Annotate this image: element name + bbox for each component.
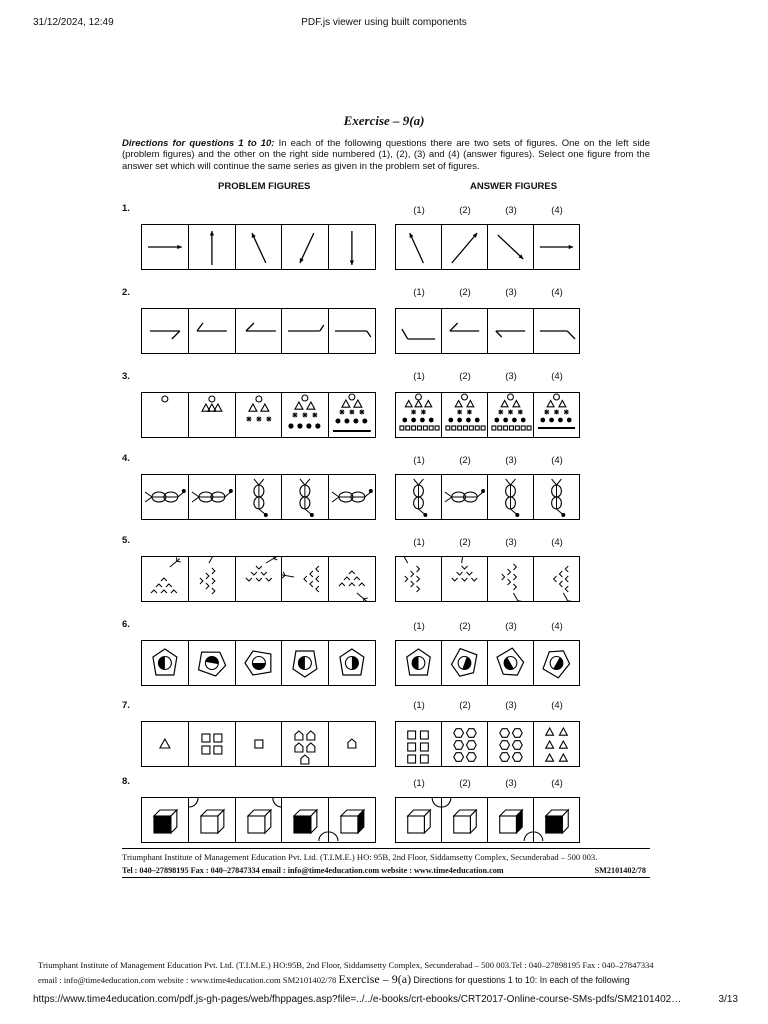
question-number-6: 6. xyxy=(122,619,130,630)
answer-figure-option-1[interactable] xyxy=(396,798,442,842)
option-label: (3) xyxy=(505,621,517,632)
answer-figure-option-1[interactable] xyxy=(396,475,442,519)
option-label: (3) xyxy=(505,455,517,466)
answer-figure-option-4[interactable] xyxy=(534,557,579,601)
page-indicator: 3/13 xyxy=(718,994,738,1005)
answer-figure-option-1[interactable] xyxy=(396,557,442,601)
problem-figures-row xyxy=(141,392,376,438)
answer-figures-row xyxy=(395,308,580,354)
text-layer-line-1: Triumphant Institute of Management Education Pvt. Ltd. (T.I.M.E.) HO:95B, 2nd Floor, Siddamsetty Complex, Secunderabad – 500 003.Tel : 040–27898195 Fax : 040–27847334 xyxy=(38,960,654,970)
answer-figure-option-2[interactable] xyxy=(442,722,488,766)
problem-figure xyxy=(236,393,283,437)
answer-figures-heading: ANSWER FIGURES xyxy=(470,181,558,192)
footer-rule xyxy=(122,848,650,849)
answer-figure-option-1[interactable] xyxy=(396,393,442,437)
option-label: (4) xyxy=(551,700,563,711)
answer-figure-option-4[interactable] xyxy=(534,475,579,519)
problem-figure xyxy=(236,798,283,842)
answer-figure-option-2[interactable] xyxy=(442,641,488,685)
print-header xyxy=(0,17,768,31)
problem-figure xyxy=(329,641,375,685)
directions-text xyxy=(122,138,650,172)
problem-figure xyxy=(189,225,236,269)
footer-rule-bottom xyxy=(122,877,650,878)
problem-figure xyxy=(236,557,283,601)
answer-figure-option-3[interactable] xyxy=(488,557,534,601)
answer-figures-row xyxy=(395,640,580,686)
problem-figure xyxy=(282,309,329,353)
option-label: (1) xyxy=(413,778,425,789)
problem-figure xyxy=(142,393,189,437)
problem-figure xyxy=(282,641,329,685)
question-number-8: 8. xyxy=(122,776,130,787)
problem-figure xyxy=(282,475,329,519)
answer-figure-option-4[interactable] xyxy=(534,225,579,269)
problem-figure xyxy=(236,722,283,766)
option-label: (3) xyxy=(505,287,517,298)
problem-figure xyxy=(142,475,189,519)
answer-figure-option-4[interactable] xyxy=(534,393,579,437)
problem-figure xyxy=(329,798,375,842)
option-label: (3) xyxy=(505,371,517,382)
answer-figure-option-2[interactable] xyxy=(442,475,488,519)
answer-figure-option-3[interactable] xyxy=(488,225,534,269)
problem-figures-row xyxy=(141,721,376,767)
answer-figure-option-1[interactable] xyxy=(396,309,442,353)
option-label: (3) xyxy=(505,700,517,711)
option-label: (1) xyxy=(413,455,425,466)
question-number-5: 5. xyxy=(122,535,130,546)
problem-figure xyxy=(329,225,375,269)
answer-figure-option-1[interactable] xyxy=(396,722,442,766)
problem-figure xyxy=(282,393,329,437)
option-label: (1) xyxy=(413,700,425,711)
directions-body: In each of the following questions there are two sets of figures. One on the left side (problem figures) and the other on the right side numbered (1), (2), (3) and (4) (answer figures). Select one figure from the answer set which will continue the same series as given in the problem set of figures. xyxy=(122,138,650,172)
problem-figure xyxy=(142,722,189,766)
option-label: (1) xyxy=(413,287,425,298)
option-label: (3) xyxy=(505,537,517,548)
question-number-4: 4. xyxy=(122,453,130,464)
answer-figures-row xyxy=(395,474,580,520)
answer-figure-option-3[interactable] xyxy=(488,309,534,353)
problem-figure xyxy=(142,798,189,842)
option-label: (2) xyxy=(459,621,471,632)
option-label: (1) xyxy=(413,621,425,632)
problem-figure xyxy=(236,225,283,269)
problem-figure xyxy=(329,309,375,353)
problem-figure xyxy=(282,557,329,601)
problem-figure xyxy=(142,641,189,685)
problem-figures-row xyxy=(141,224,376,270)
text-layer-line-2 xyxy=(38,972,738,987)
problem-figure xyxy=(142,309,189,353)
option-label: (1) xyxy=(413,205,425,216)
option-label: (1) xyxy=(413,371,425,382)
option-label: (3) xyxy=(505,778,517,789)
problem-figures-row xyxy=(141,474,376,520)
answer-figure-option-1[interactable] xyxy=(396,225,442,269)
problem-figures-row xyxy=(141,308,376,354)
problem-figure xyxy=(189,641,236,685)
problem-figure xyxy=(329,475,375,519)
option-label: (2) xyxy=(459,455,471,466)
problem-figure xyxy=(329,722,375,766)
answer-figure-option-3[interactable] xyxy=(488,641,534,685)
exercise-title: Exercise – 9(a) xyxy=(343,113,425,128)
problem-figure xyxy=(189,475,236,519)
problem-figures-row xyxy=(141,797,376,843)
answer-figure-option-2[interactable] xyxy=(442,557,488,601)
answer-figures-row xyxy=(395,392,580,438)
question-number-3: 3. xyxy=(122,371,130,382)
problem-figure xyxy=(282,722,329,766)
answer-figures-row xyxy=(395,556,580,602)
problem-figures-row xyxy=(141,556,376,602)
answer-figure-option-4[interactable] xyxy=(534,309,579,353)
problem-figure xyxy=(282,798,329,842)
problem-figure xyxy=(236,641,283,685)
option-label: (4) xyxy=(551,778,563,789)
question-number-2: 2. xyxy=(122,287,130,298)
text-layer-exercise: Exercise – 9(a) xyxy=(338,972,412,986)
answer-figure-option-2[interactable] xyxy=(442,798,488,842)
problem-figure xyxy=(189,309,236,353)
option-label: (2) xyxy=(459,205,471,216)
option-label: (4) xyxy=(551,205,563,216)
problem-figure xyxy=(142,225,189,269)
problem-figure xyxy=(189,798,236,842)
footer-contact: Tel : 040–27898195 Fax : 040–27847334 email : info@time4education.com website : www.time4education.com xyxy=(122,866,504,875)
problem-figure xyxy=(189,393,236,437)
problem-figure xyxy=(142,557,189,601)
footer-contact-row xyxy=(122,866,650,875)
answer-figure-option-2[interactable] xyxy=(442,225,488,269)
option-label: (2) xyxy=(459,287,471,298)
problem-figure xyxy=(329,393,375,437)
problem-figure xyxy=(282,225,329,269)
option-label: (2) xyxy=(459,778,471,789)
problem-figure xyxy=(189,557,236,601)
answer-figure-option-3[interactable] xyxy=(488,722,534,766)
option-label: (2) xyxy=(459,537,471,548)
problem-figure xyxy=(236,475,283,519)
option-label: (3) xyxy=(505,205,517,216)
option-label: (4) xyxy=(551,621,563,632)
print-footer xyxy=(0,994,768,1008)
text-layer-email: email : info@time4education.com website : www.time4education.com SM2101402/78 xyxy=(38,975,339,985)
answer-figure-option-1[interactable] xyxy=(396,641,442,685)
option-label: (4) xyxy=(551,455,563,466)
answer-figure-option-3[interactable] xyxy=(488,798,534,842)
text-layer-directions: Directions for questions 1 to 10: In each of the following xyxy=(411,975,630,985)
problem-figure xyxy=(236,309,283,353)
answer-figure-option-2[interactable] xyxy=(442,309,488,353)
problem-figure xyxy=(189,722,236,766)
problem-figure xyxy=(329,557,375,601)
answer-figure-option-4[interactable] xyxy=(534,641,579,685)
question-number-1: 1. xyxy=(122,203,130,214)
answer-figure-option-4[interactable] xyxy=(534,798,579,842)
option-label: (2) xyxy=(459,700,471,711)
problem-figures-row xyxy=(141,640,376,686)
answer-figures-row xyxy=(395,797,580,843)
option-label: (4) xyxy=(551,287,563,298)
option-label: (1) xyxy=(413,537,425,548)
answer-figures-row xyxy=(395,224,580,270)
document-title: PDF.js viewer using built components xyxy=(301,17,467,28)
answer-figure-option-4[interactable] xyxy=(534,722,579,766)
option-label: (2) xyxy=(459,371,471,382)
option-label: (4) xyxy=(551,537,563,548)
answer-figure-option-3[interactable] xyxy=(488,475,534,519)
answer-figure-option-2[interactable] xyxy=(442,393,488,437)
answer-figures-row xyxy=(395,721,580,767)
problem-figures-heading: PROBLEM FIGURES xyxy=(218,181,311,192)
print-datetime: 31/12/2024, 12:49 xyxy=(33,17,114,28)
footer-institute: Triumphant Institute of Management Education Pvt. Ltd. (T.I.M.E.) HO: 95B, 2nd Floor, Siddamsetty Complex, Secunderabad – 500 003. xyxy=(122,852,598,862)
page-url: https://www.time4education.com/pdf.js-gh-pages/web/fhppages.asp?file=../../e-books/crt-ebooks/CRT2017-Online-course-SMs-pdfs/SM2101402… xyxy=(33,994,682,1005)
question-number-7: 7. xyxy=(122,700,130,711)
option-label: (4) xyxy=(551,371,563,382)
footer-code: SM2101402/78 xyxy=(594,866,646,875)
answer-figure-option-3[interactable] xyxy=(488,393,534,437)
directions-lead: Directions for questions 1 to 10: xyxy=(122,138,275,149)
